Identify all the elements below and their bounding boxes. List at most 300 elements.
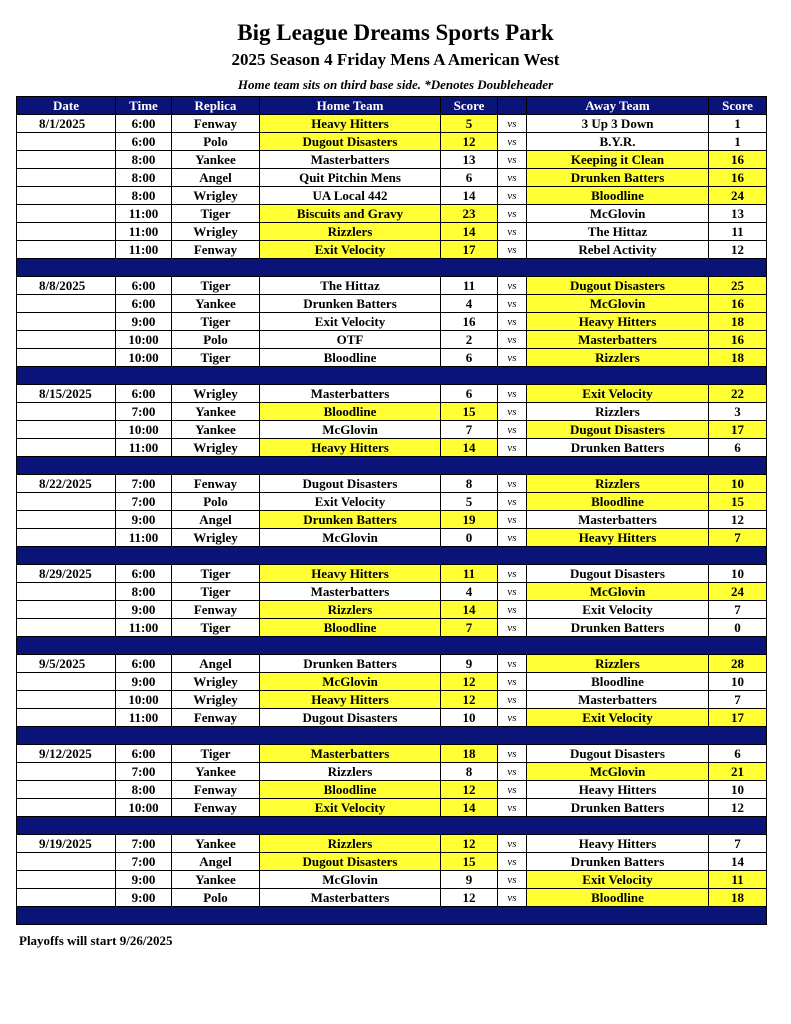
vs-column-header [498, 97, 527, 115]
date-cell [17, 331, 116, 349]
replica-cell: Yankee [172, 295, 260, 313]
away-score-cell: 10 [709, 781, 767, 799]
table-row [17, 565, 767, 583]
time-cell: 6:00 [116, 115, 172, 133]
vs-cell: vs [498, 601, 527, 619]
away-team-cell: Drunken Batters [527, 853, 709, 871]
table-row [17, 889, 767, 907]
away-score-cell: 1 [709, 133, 767, 151]
away-score-cell: 13 [709, 205, 767, 223]
week-separator-bar [17, 817, 767, 835]
vs-cell: vs [498, 709, 527, 727]
date-cell [17, 403, 116, 421]
time-cell: 11:00 [116, 529, 172, 547]
table-row [17, 385, 767, 403]
home-score-cell: 14 [441, 223, 498, 241]
week-separator-row [17, 637, 767, 655]
date-cell: 8/29/2025 [17, 565, 116, 583]
replica-cell: Wrigley [172, 385, 260, 403]
vs-cell: vs [498, 403, 527, 421]
time-cell: 11:00 [116, 223, 172, 241]
vs-cell: vs [498, 241, 527, 259]
time-cell: 11:00 [116, 241, 172, 259]
home-team-cell: The Hittaz [260, 277, 441, 295]
home-score-cell: 14 [441, 601, 498, 619]
vs-cell: vs [498, 295, 527, 313]
table-header-row [17, 97, 767, 115]
time-cell: 9:00 [116, 889, 172, 907]
vs-cell: vs [498, 115, 527, 133]
home-team-cell: Bloodline [260, 619, 441, 637]
home-team-cell: Bloodline [260, 403, 441, 421]
away-team-cell: Rizzlers [527, 655, 709, 673]
time-cell: 10:00 [116, 331, 172, 349]
vs-cell: vs [498, 691, 527, 709]
replica-cell: Fenway [172, 799, 260, 817]
date-cell [17, 493, 116, 511]
home-team-cell: Heavy Hitters [260, 439, 441, 457]
home-team-cell: Exit Velocity [260, 493, 441, 511]
week-separator-bar [17, 367, 767, 385]
away-score-cell: 10 [709, 673, 767, 691]
week-separator-row [17, 547, 767, 565]
away-team-cell: Keeping it Clean [527, 151, 709, 169]
time-cell: 6:00 [116, 385, 172, 403]
home-score-cell: 14 [441, 439, 498, 457]
time-cell: 8:00 [116, 169, 172, 187]
date-cell [17, 169, 116, 187]
away-score-cell: 6 [709, 439, 767, 457]
home-team-cell: McGlovin [260, 871, 441, 889]
away-team-cell: Masterbatters [527, 691, 709, 709]
away-team-cell: Bloodline [527, 493, 709, 511]
home-score-cell: 10 [441, 709, 498, 727]
home-score-cell: 16 [441, 313, 498, 331]
table-row [17, 709, 767, 727]
date-cell: 9/12/2025 [17, 745, 116, 763]
away-score-cell: 16 [709, 331, 767, 349]
table-row [17, 853, 767, 871]
away-team-cell: Exit Velocity [527, 871, 709, 889]
away-score-cell: 17 [709, 709, 767, 727]
table-row [17, 745, 767, 763]
away-score-cell: 12 [709, 799, 767, 817]
home-score-cell: 11 [441, 565, 498, 583]
replica-cell: Yankee [172, 871, 260, 889]
time-cell: 8:00 [116, 151, 172, 169]
away-team-cell: Rebel Activity [527, 241, 709, 259]
away-score-cell: 18 [709, 313, 767, 331]
home-team-cell: Quit Pitchin Mens [260, 169, 441, 187]
away-score-cell: 16 [709, 151, 767, 169]
date-cell [17, 583, 116, 601]
vs-cell: vs [498, 781, 527, 799]
week-separator-bar [17, 727, 767, 745]
home-team-cell: Dugout Disasters [260, 475, 441, 493]
table-row [17, 115, 767, 133]
time-cell: 6:00 [116, 277, 172, 295]
time-cell: 9:00 [116, 601, 172, 619]
schedule-table [16, 96, 767, 925]
table-row [17, 295, 767, 313]
week-separator-row [17, 457, 767, 475]
vs-cell: vs [498, 889, 527, 907]
away-team-cell: Drunken Batters [527, 439, 709, 457]
replica-cell: Fenway [172, 115, 260, 133]
home-score-cell: 17 [441, 241, 498, 259]
replica-cell: Angel [172, 511, 260, 529]
home-team-cell: Bloodline [260, 781, 441, 799]
date-cell [17, 439, 116, 457]
home-team-cell: Masterbatters [260, 745, 441, 763]
date-cell [17, 781, 116, 799]
home-team-cell: Exit Velocity [260, 799, 441, 817]
away-score-cell: 18 [709, 349, 767, 367]
vs-cell: vs [498, 565, 527, 583]
away-score-cell: 6 [709, 745, 767, 763]
table-row [17, 349, 767, 367]
vs-cell: vs [498, 799, 527, 817]
away-score-cell: 22 [709, 385, 767, 403]
home-score-cell: 12 [441, 691, 498, 709]
vs-cell: vs [498, 619, 527, 637]
away-score-cell: 12 [709, 511, 767, 529]
table-row [17, 331, 767, 349]
vs-cell: vs [498, 151, 527, 169]
vs-cell: vs [498, 313, 527, 331]
away-team-cell: Dugout Disasters [527, 565, 709, 583]
vs-cell: vs [498, 493, 527, 511]
vs-cell: vs [498, 745, 527, 763]
away-team-cell: Heavy Hitters [527, 313, 709, 331]
replica-cell: Polo [172, 133, 260, 151]
time-cell: 6:00 [116, 655, 172, 673]
time-cell: 10:00 [116, 691, 172, 709]
vs-cell: vs [498, 169, 527, 187]
week-separator-row [17, 817, 767, 835]
date-cell: 8/8/2025 [17, 277, 116, 295]
home-score-cell: 12 [441, 673, 498, 691]
home-team-cell: Masterbatters [260, 583, 441, 601]
home-score-cell: 12 [441, 781, 498, 799]
schedule-body [17, 115, 767, 925]
away-team-cell: Heavy Hitters [527, 781, 709, 799]
replica-cell: Yankee [172, 763, 260, 781]
replica-cell: Tiger [172, 619, 260, 637]
week-separator-bar [17, 907, 767, 925]
home-score-cell: 0 [441, 529, 498, 547]
away-score-cell: 1 [709, 115, 767, 133]
home-team-column-header: Home Team [260, 97, 441, 115]
away-team-cell: Dugout Disasters [527, 421, 709, 439]
table-row [17, 223, 767, 241]
time-cell: 9:00 [116, 871, 172, 889]
home-score-cell: 6 [441, 169, 498, 187]
home-team-cell: Biscuits and Gravy [260, 205, 441, 223]
home-score-cell: 12 [441, 889, 498, 907]
away-team-cell: Masterbatters [527, 511, 709, 529]
replica-cell: Angel [172, 853, 260, 871]
away-score-cell: 16 [709, 169, 767, 187]
home-score-cell: 2 [441, 331, 498, 349]
home-team-cell: Rizzlers [260, 223, 441, 241]
vs-cell: vs [498, 205, 527, 223]
home-team-cell: OTF [260, 331, 441, 349]
time-cell: 9:00 [116, 511, 172, 529]
week-separator-bar [17, 637, 767, 655]
table-row [17, 313, 767, 331]
table-row [17, 583, 767, 601]
table-row [17, 601, 767, 619]
date-cell [17, 853, 116, 871]
home-team-cell: Heavy Hitters [260, 691, 441, 709]
away-team-cell: Exit Velocity [527, 385, 709, 403]
home-score-cell: 18 [441, 745, 498, 763]
replica-cell: Angel [172, 655, 260, 673]
page-title: Big League Dreams Sports Park [237, 20, 554, 45]
away-score-cell: 24 [709, 187, 767, 205]
away-team-cell: Bloodline [527, 187, 709, 205]
away-team-cell: Dugout Disasters [527, 277, 709, 295]
away-score-cell: 24 [709, 583, 767, 601]
table-row [17, 763, 767, 781]
time-cell: 10:00 [116, 799, 172, 817]
vs-cell: vs [498, 673, 527, 691]
date-cell [17, 313, 116, 331]
home-team-cell: Heavy Hitters [260, 565, 441, 583]
away-score-cell: 10 [709, 565, 767, 583]
replica-cell: Fenway [172, 475, 260, 493]
away-score-cell: 7 [709, 835, 767, 853]
table-row [17, 655, 767, 673]
replica-cell: Tiger [172, 745, 260, 763]
away-team-cell: Rizzlers [527, 349, 709, 367]
date-cell [17, 223, 116, 241]
home-score-cell: 6 [441, 385, 498, 403]
vs-cell: vs [498, 349, 527, 367]
vs-cell: vs [498, 853, 527, 871]
replica-cell: Tiger [172, 349, 260, 367]
vs-cell: vs [498, 385, 527, 403]
vs-cell: vs [498, 277, 527, 295]
table-row [17, 691, 767, 709]
away-score-cell: 17 [709, 421, 767, 439]
home-team-cell: Rizzlers [260, 601, 441, 619]
week-separator-bar [17, 547, 767, 565]
home-team-cell: McGlovin [260, 421, 441, 439]
date-cell [17, 889, 116, 907]
date-column-header: Date [17, 97, 116, 115]
away-score-cell: 14 [709, 853, 767, 871]
away-score-cell: 28 [709, 655, 767, 673]
home-score-cell: 7 [441, 421, 498, 439]
week-separator-bar [17, 259, 767, 277]
replica-cell: Polo [172, 493, 260, 511]
time-cell: 8:00 [116, 187, 172, 205]
home-team-cell: Masterbatters [260, 151, 441, 169]
home-score-cell: 4 [441, 295, 498, 313]
date-cell [17, 421, 116, 439]
time-cell: 6:00 [116, 745, 172, 763]
time-cell: 7:00 [116, 763, 172, 781]
replica-cell: Wrigley [172, 673, 260, 691]
home-score-cell: 5 [441, 115, 498, 133]
away-team-cell: Masterbatters [527, 331, 709, 349]
away-team-cell: Drunken Batters [527, 799, 709, 817]
time-cell: 9:00 [116, 673, 172, 691]
date-cell [17, 709, 116, 727]
home-score-cell: 14 [441, 187, 498, 205]
away-score-cell: 25 [709, 277, 767, 295]
week-separator-row [17, 367, 767, 385]
home-score-cell: 15 [441, 403, 498, 421]
table-row [17, 475, 767, 493]
away-team-cell: McGlovin [527, 763, 709, 781]
away-team-cell: The Hittaz [527, 223, 709, 241]
replica-column-header: Replica [172, 97, 260, 115]
table-row [17, 205, 767, 223]
vs-cell: vs [498, 655, 527, 673]
table-row [17, 799, 767, 817]
time-cell: 8:00 [116, 583, 172, 601]
vs-cell: vs [498, 187, 527, 205]
home-score-cell: 9 [441, 655, 498, 673]
away-team-cell: McGlovin [527, 295, 709, 313]
vs-cell: vs [498, 133, 527, 151]
home-score-cell: 23 [441, 205, 498, 223]
time-cell: 11:00 [116, 205, 172, 223]
date-cell: 8/22/2025 [17, 475, 116, 493]
vs-cell: vs [498, 439, 527, 457]
time-cell: 6:00 [116, 565, 172, 583]
home-score-cell: 15 [441, 853, 498, 871]
page-subtitle: 2025 Season 4 Friday Mens A American West [231, 50, 560, 69]
replica-cell: Polo [172, 889, 260, 907]
away-score-cell: 0 [709, 619, 767, 637]
date-cell: 8/1/2025 [17, 115, 116, 133]
home-team-cell: Rizzlers [260, 763, 441, 781]
date-cell [17, 763, 116, 781]
vs-cell: vs [498, 529, 527, 547]
away-score-cell: 18 [709, 889, 767, 907]
home-team-cell: Bloodline [260, 349, 441, 367]
away-team-cell: Heavy Hitters [527, 529, 709, 547]
table-row [17, 403, 767, 421]
replica-cell: Yankee [172, 421, 260, 439]
table-row [17, 511, 767, 529]
home-team-cell: Drunken Batters [260, 655, 441, 673]
vs-cell: vs [498, 763, 527, 781]
away-team-cell: Heavy Hitters [527, 835, 709, 853]
home-score-cell: 4 [441, 583, 498, 601]
table-row [17, 169, 767, 187]
time-column-header: Time [116, 97, 172, 115]
replica-cell: Yankee [172, 151, 260, 169]
schedule-note: Home team sits on third base side. *Denotes Doubleheader [237, 77, 554, 92]
replica-cell: Wrigley [172, 223, 260, 241]
away-team-cell: McGlovin [527, 205, 709, 223]
replica-cell: Fenway [172, 241, 260, 259]
date-cell: 8/15/2025 [17, 385, 116, 403]
date-cell [17, 691, 116, 709]
home-score-cell: 19 [441, 511, 498, 529]
replica-cell: Wrigley [172, 187, 260, 205]
table-row [17, 277, 767, 295]
away-score-cell: 10 [709, 475, 767, 493]
away-score-cell: 11 [709, 223, 767, 241]
home-score-cell: 8 [441, 763, 498, 781]
date-cell [17, 673, 116, 691]
time-cell: 6:00 [116, 133, 172, 151]
away-team-cell: Bloodline [527, 673, 709, 691]
away-score-cell: 7 [709, 529, 767, 547]
away-team-cell: Drunken Batters [527, 169, 709, 187]
replica-cell: Fenway [172, 781, 260, 799]
replica-cell: Fenway [172, 601, 260, 619]
away-score-column-header: Score [709, 97, 767, 115]
away-team-cell: Exit Velocity [527, 601, 709, 619]
date-cell: 9/19/2025 [17, 835, 116, 853]
table-row [17, 781, 767, 799]
table-row [17, 439, 767, 457]
table-row [17, 619, 767, 637]
replica-cell: Tiger [172, 313, 260, 331]
time-cell: 7:00 [116, 835, 172, 853]
home-team-cell: Dugout Disasters [260, 853, 441, 871]
week-separator-row [17, 259, 767, 277]
replica-cell: Wrigley [172, 529, 260, 547]
time-cell: 7:00 [116, 403, 172, 421]
home-team-cell: McGlovin [260, 673, 441, 691]
date-cell [17, 151, 116, 169]
vs-cell: vs [498, 871, 527, 889]
replica-cell: Tiger [172, 583, 260, 601]
date-cell [17, 511, 116, 529]
time-cell: 9:00 [116, 313, 172, 331]
away-team-cell: Drunken Batters [527, 619, 709, 637]
away-score-cell: 3 [709, 403, 767, 421]
date-cell [17, 349, 116, 367]
time-cell: 7:00 [116, 493, 172, 511]
home-team-cell: Dugout Disasters [260, 709, 441, 727]
away-score-cell: 21 [709, 763, 767, 781]
away-score-cell: 16 [709, 295, 767, 313]
home-score-cell: 12 [441, 835, 498, 853]
time-cell: 11:00 [116, 709, 172, 727]
away-team-cell: McGlovin [527, 583, 709, 601]
home-team-cell: UA Local 442 [260, 187, 441, 205]
home-team-cell: Exit Velocity [260, 313, 441, 331]
vs-cell: vs [498, 511, 527, 529]
vs-cell: vs [498, 223, 527, 241]
time-cell: 11:00 [116, 439, 172, 457]
playoffs-note: Playoffs will start 9/26/2025 [19, 933, 173, 948]
replica-cell: Tiger [172, 277, 260, 295]
home-team-cell: Heavy Hitters [260, 115, 441, 133]
home-team-cell: Masterbatters [260, 889, 441, 907]
week-separator-row [17, 727, 767, 745]
time-cell: 8:00 [116, 781, 172, 799]
date-cell [17, 205, 116, 223]
vs-cell: vs [498, 421, 527, 439]
away-team-cell: B.Y.R. [527, 133, 709, 151]
home-score-cell: 8 [441, 475, 498, 493]
away-team-cell: 3 Up 3 Down [527, 115, 709, 133]
away-score-cell: 7 [709, 601, 767, 619]
table-row [17, 241, 767, 259]
table-row [17, 151, 767, 169]
table-row [17, 133, 767, 151]
